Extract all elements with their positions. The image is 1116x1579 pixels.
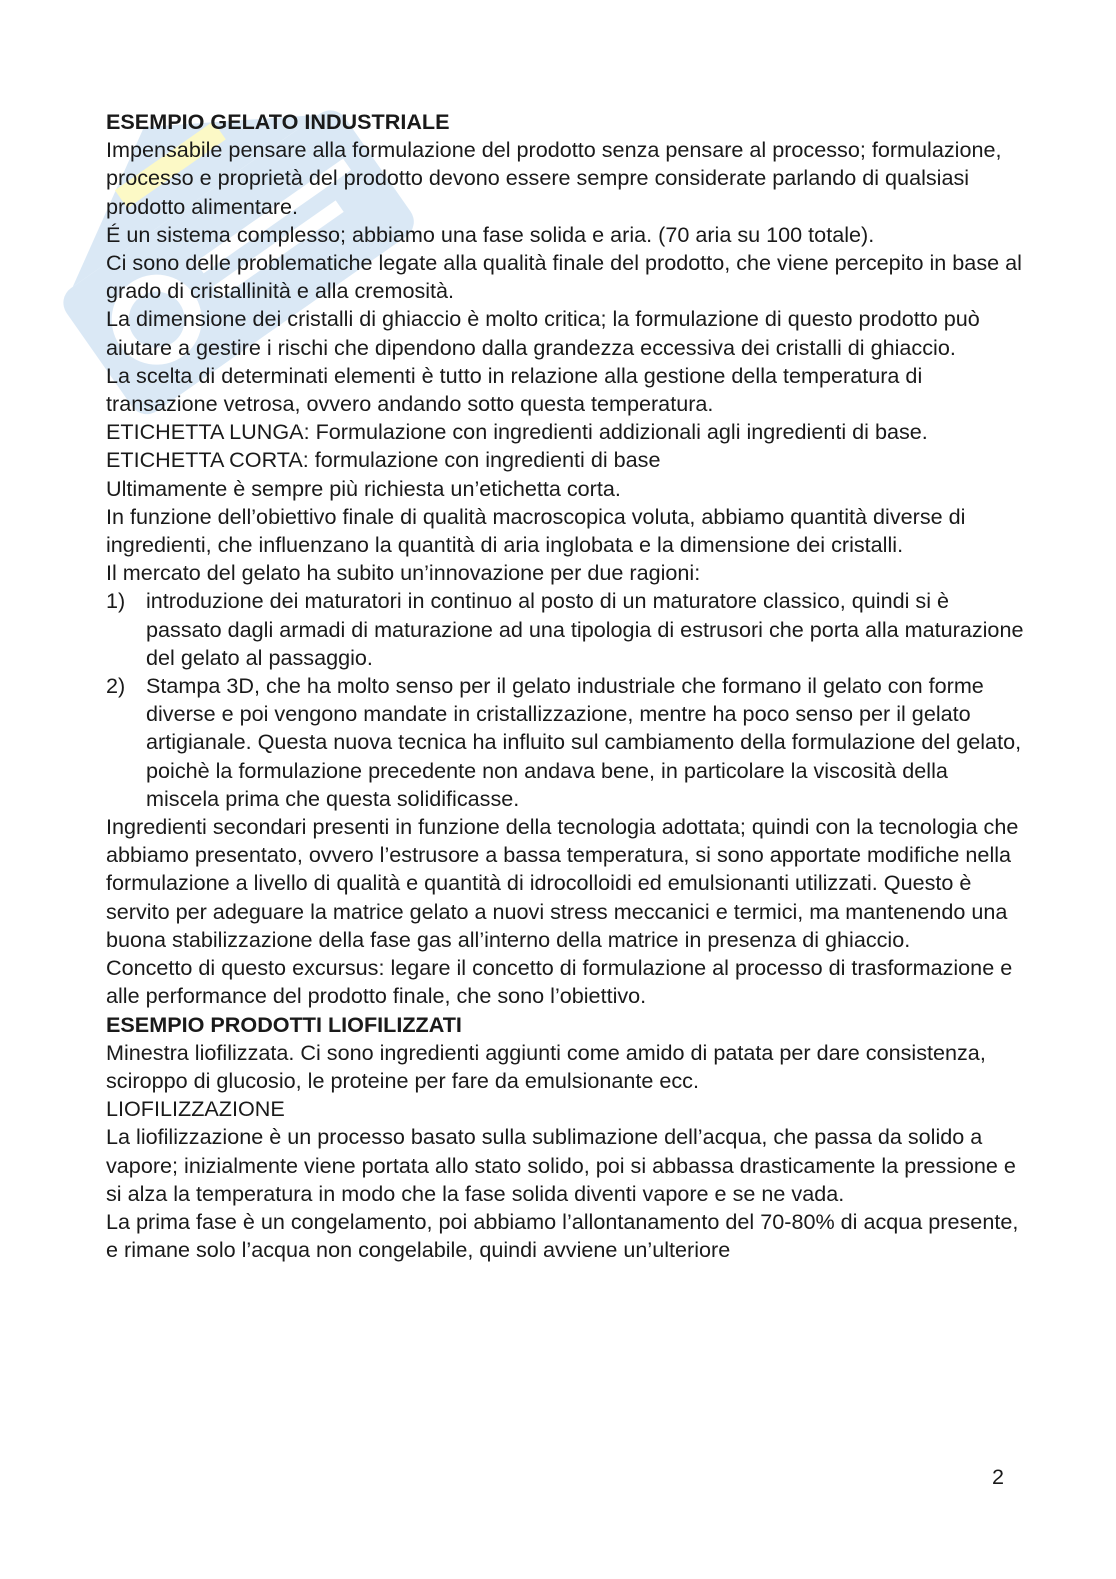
subheading: LIOFILIZZAZIONE bbox=[106, 1096, 285, 1122]
list-item-text: Stampa 3D, che ha molto senso per il gelato industriale che formano il gelato con forme diverse e poi vengono mandate in cristallizzazione, mentre ha poco senso per il gelato artigianale. Questa nuova tecnica ha influito sul cambiamento della formulazione del gelato, poichè la formulazione precedente non andava bene, in particolare la viscosità della miscela prima che questa solidificasse. bbox=[146, 673, 1022, 811]
paragraph: Ultimamente è sempre più richiesta un’etichetta corta. bbox=[106, 475, 621, 501]
paragraph: In funzione dell’obiettivo finale di qualità macroscopica voluta, abbiamo quantità diverse di ingredienti, che influenzano la quantità di aria inglobata e la dimensione dei cristalli. bbox=[106, 503, 966, 558]
paragraph: ETICHETTA CORTA: formulazione con ingredienti di base bbox=[106, 447, 661, 473]
section-heading-liofilizzati: ESEMPIO PRODOTTI LIOFILIZZATI bbox=[106, 1011, 462, 1037]
paragraph: La dimensione dei cristalli di ghiaccio è molto critica; la formulazione di questo prodotto può aiutare a gestire i rischi che dipendono dalla grandezza eccessiva dei cristalli di ghiaccio. bbox=[106, 306, 980, 360]
list-item-number: 2) bbox=[106, 673, 126, 699]
page-number: 2 bbox=[991, 1464, 1004, 1489]
paragraph: Concetto di questo excursus: legare il concetto di formulazione al processo di trasformazione e alle performance del prodotto finale, che sono l’obiettivo. bbox=[106, 955, 1013, 1009]
document-body bbox=[106, 108, 1026, 1264]
list-item-text: introduzione dei maturatori in continuo al posto di un maturatore classico, quindi si è passato dagli armadi di maturazione ad una tipologia di estrusori che porta alla maturazione del gelato al passaggio. bbox=[146, 588, 1024, 670]
list-item-number: 1) bbox=[106, 588, 126, 614]
list-item bbox=[106, 587, 1026, 672]
paragraph: La scelta di determinati elementi è tutto in relazione alla gestione della temperatura di transazione vetrosa, ovvero andando sotto questa temperatura. bbox=[106, 362, 923, 417]
paragraph: ETICHETTA LUNGA: Formulazione con ingredienti addizionali agli ingredienti di base. bbox=[106, 419, 928, 445]
numbered-list bbox=[106, 587, 1026, 813]
section-heading-gelato: ESEMPIO GELATO INDUSTRIALE bbox=[106, 109, 450, 134]
paragraph: La prima fase è un congelamento, poi abbiamo l’allontanamento del 70-80% di acqua presente, e rimane solo l’acqua non congelabile, quindi avviene un’ulteriore bbox=[106, 1208, 1019, 1263]
paragraph: Impensabile pensare alla formulazione del prodotto senza pensare al processo; formulazione, processo e proprietà del prodotto devono essere sempre considerate parlando di qualsiasi prodotto alimentare. bbox=[106, 137, 1002, 219]
paragraph: Minestra liofilizzata. Ci sono ingredienti aggiunti come amido di patata per dare consistenza, sciroppo di glucosio, le proteine per fare da emulsionante ecc. bbox=[106, 1039, 986, 1093]
paragraph: Ci sono delle problematiche legate alla qualità finale del prodotto, che viene percepito in base al grado di cristallinità e alla cremosità. bbox=[106, 250, 1022, 304]
list-item bbox=[106, 672, 1026, 813]
paragraph: Ingredienti secondari presenti in funzione della tecnologia adottata; quindi con la tecnologia che abbiamo presentato, ovvero l’estrusore a bassa temperatura, si sono apportate modifiche nella formulazione a livello di qualità e quantità di idrocolloidi ed emulsionanti utilizzati. Questo è servito per adeguare la matrice gelato a nuovi stress meccanici e termici, ma mantenendo una buona stabilizzazione della fase gas all’interno della matrice in presenza di ghiaccio. bbox=[106, 814, 1019, 952]
paragraph: La liofilizzazione è un processo basato sulla sublimazione dell’acqua, che passa da solido a vapore; inizialmente viene portata allo stato solido, poi si abbassa drasticamente la pressione e si alza la temperatura in modo che la fase solida diventi vapore e se ne vada. bbox=[106, 1124, 1016, 1206]
paragraph: É un sistema complesso; abbiamo una fase solida e aria. (70 aria su 100 totale). bbox=[106, 221, 875, 247]
paragraph: Il mercato del gelato ha subito un’innovazione per due ragioni: bbox=[106, 560, 701, 586]
